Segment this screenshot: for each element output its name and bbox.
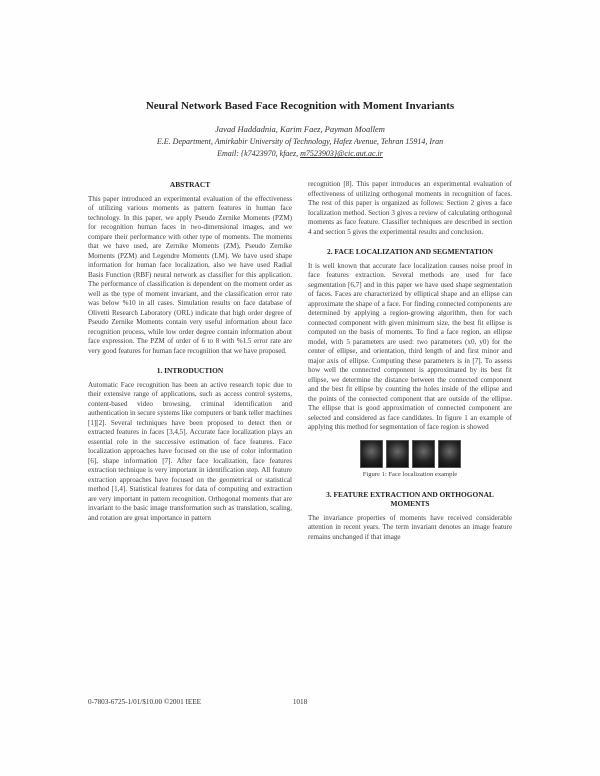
right-column [308,180,512,680]
figure1-images [308,440,512,468]
abstract-body: This paper introduced an experimental evaluation of the effectiveness of utilizing various moments as pattern features in human face technology. In this paper, we apply Pseudo Zernike Moments (PZM) for recognition human faces in two-dimensional images, and we compare their performance with other type of moments. The moments that we have used, are Zernike Moments (ZM), Pseudo Zernike Moments (PZM) and Legendre Moments (LM). We have used shape information for human face localization, also we have used Radial Basis Function (RBF) neural network as classifier for this application. The performance of classification is dependent on the moment order as well as the type of moment invariant, and the classification error rate was below %10 in all cases. Simulation results on face database of Olivetti Research Laboratory (ORL) indicate that high order degree of Pseudo Zernike Moments contain very useful information about face recognition process, while low order degree contain information about face expression. The PZM of order of 6 to 8 with %1.5 error rate are very good features for human face recognition that we have proposed. [88,194,292,355]
section2-body: It is well known that accurate face localization causes noise proof in face features extraction. Several methods are used for face segmentation [6,7] and in this paper we have used shape segmentation of faces. Faces are characterized by elliptical shape and an ellipse can approximate the shape of a face. For finding connected components are determined by applying a region-growing algorithm, then for each connected component with given minimum size, the best fit ellipse is computed on the basis of moments. To find a face region, an ellipse model, with 5 parameters are used: two parameters (x0, y0) for the center of ellipse, and orientation, third length of and first minor and major axis of ellipse. Computing these parameters is in [7]. To assess how well the connected component is approximated by its best fit ellipse, we determine the distance between the connected component and the best fit ellipse by counting the holes inside of the ellipse and the points of the connected component that are outside of the ellipse. The ellipse that is good approximation of connected component are selected and considered as face candidates. In figure 1 an example of applying this method for segmentation of face region is showed [308,261,512,432]
page-number: 1018 [292,698,308,706]
paper-content [88,100,512,680]
face-image [360,440,383,468]
face-image [386,440,409,468]
figure1 [308,440,512,480]
paper-email-line [88,149,512,158]
left-column [88,180,292,680]
two-column-body [88,180,512,680]
email-prefix: Email: {k7423970, kfaez, [217,149,301,159]
introduction-body: Automatic Face recognition has been an active research topic due to their extensive range of applications, such as access control systems, content-based video browsing, criminal identification and authentication in secure systems like computers or bank teller machines [1][2]. Several techniques have been proposed to detect then or extracted features in faces [3,4,5]. Accurate face localization plays an essential role in the successive estimation of face features. Face localization approaches have focused on the use of color information [6], shape information [7]. After face localization, face features extraction technique is very important in identification step. All feature extraction approaches have focused on the geometrical or statistical method [1,4]. Statistical features for data of computing and extraction are very important in pattern recognition. Orthogonal moments that are invariant to the basic image transformation such as translation, scaling, and rotation are great importance in pattern [88,380,292,522]
col2-top-paragraph: recognition [8]. This paper introduces an experimental evaluation of effectiveness of utilizing orthogonal moments in recognition of faces. The rest of this paper is organized as follows: Section 2 gives a face localization method. Section 3 gives a review of calculating orthogonal moments as face feature. Classifier techniques are described in section 4 and section 5 gives the experimental results and conclusion. [308,180,512,236]
face-image [412,440,435,468]
introduction-heading: 1. INTRODUCTION [156,366,224,376]
section3-body: The invariance properties of moments have received considerable attention in recent years. The term invariant denotes an image feature remains unchanged if that image [308,513,512,541]
copyright-notice: 0-7803-6725-1/01/$10.00 ©2001 IEEE [88,698,202,706]
face-image [438,440,461,468]
paper-title: Neural Network Based Face Recognition with Moment Invariants [145,100,455,112]
section2-heading: 2. FACE LOCALIZATION AND SEGMENTATION [327,247,493,257]
paper-authors: Javad Haddadnia, Karim Faez, Payman Moallem [215,123,385,134]
abstract-heading: ABSTRACT [169,180,211,190]
figure1-caption: Figure 1: Face localization example [362,470,458,478]
paper-affiliation: E.E. Department, Amirkabir University of Technology, Hafez Avenue, Tehran 15914, Iran [156,136,444,146]
email-address: m7523903}@cic.aut.ac.ir [300,149,383,159]
section3-heading: 3. FEATURE EXTRACTION AND ORTHOGONAL MOMENTS [326,489,494,509]
